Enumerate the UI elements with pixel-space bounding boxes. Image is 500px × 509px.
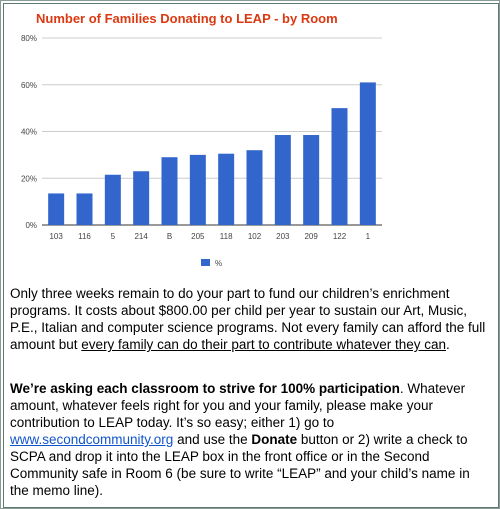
x-tick-label: 1 — [365, 232, 371, 241]
website-link[interactable]: www.secondcommunity.org — [10, 432, 174, 447]
bar — [162, 157, 178, 225]
bar — [275, 135, 291, 225]
x-tick-label: 116 — [78, 232, 91, 241]
x-tick-label: 209 — [304, 232, 318, 241]
y-tick-label: 80% — [20, 34, 37, 43]
x-tick-label: 205 — [191, 232, 205, 241]
ask-bold-text: We’re asking each classroom to strive for 100% participation — [10, 381, 400, 396]
bar — [303, 135, 319, 225]
x-tick-label: 122 — [332, 232, 347, 241]
bar — [247, 150, 263, 225]
intro-text: Only three weeks remain to do your part to fund our children’s enrichment programs. It costs about $800.00 per child per year to sustain our Art, Music, P.E., Italian and computer science programs. Not every family can afford the full amount but — [10, 286, 486, 352]
x-tick-label: 214 — [134, 232, 148, 241]
x-tick-label: B — [166, 232, 173, 241]
bar — [360, 82, 376, 225]
intro-underlined-text: every family can do their part to contribute whatever they can — [81, 337, 446, 352]
ask-text-3: button or 2) write a check to SCPA and drop it into the LEAP box in the front office or in the Second Community safe in Room 6 (be sure to write “LEAP” and your child’s name in the memo line). — [10, 432, 470, 498]
bar — [77, 193, 93, 225]
y-tick-label: 60% — [20, 80, 37, 90]
bar — [218, 154, 234, 225]
y-tick-label: 20% — [20, 174, 37, 184]
x-tick-label: 102 — [247, 232, 262, 241]
x-tick-label: 203 — [276, 232, 290, 241]
ask-text-2: and use the — [173, 432, 252, 447]
x-tick-label: 103 — [49, 232, 63, 241]
ask-text: . Whatever amount, whatever feels right for you and your family, please make your contribution to LEAP today. It’s so easy; either 1) go to — [10, 381, 466, 430]
legend-label: % — [215, 259, 223, 268]
paragraph-ask — [10, 380, 492, 499]
bar — [190, 155, 206, 225]
x-tick-label: 5 — [110, 232, 116, 241]
bar — [332, 108, 348, 225]
x-tick-label: 118 — [219, 232, 233, 241]
legend-swatch — [201, 259, 210, 266]
paragraph-intro — [10, 285, 492, 353]
y-tick-label: 40% — [20, 127, 37, 137]
bar — [48, 193, 64, 225]
bar — [105, 175, 121, 225]
intro-end: . — [445, 337, 450, 352]
bar — [133, 171, 149, 225]
chart-title: Number of Families Donating to LEAP - by Room — [36, 11, 338, 26]
y-tick-label: 0% — [25, 221, 37, 230]
donate-word: Donate — [251, 432, 298, 447]
